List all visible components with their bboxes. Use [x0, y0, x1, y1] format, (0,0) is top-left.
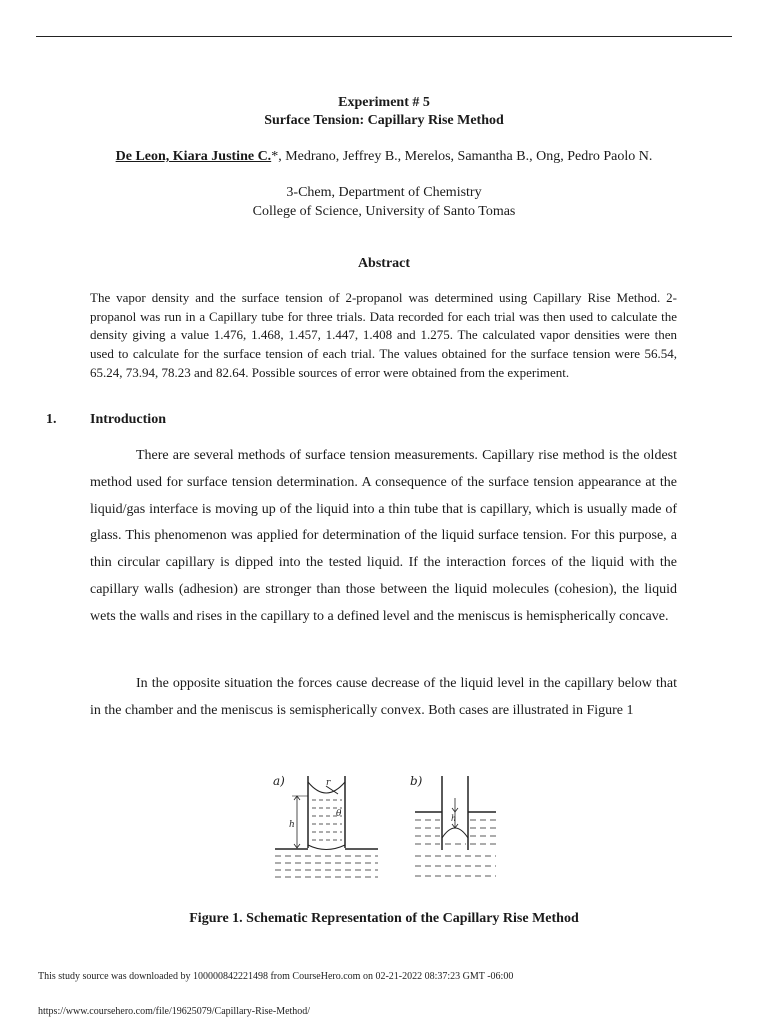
figure-label-h: h: [289, 820, 295, 830]
intro-paragraph-2: In the opposite situation the forces cause decrease of the liquid level in the capillary below that in the chamber and the meniscus is semispherically convex. Both cases are illustrated in Figure 1: [90, 676, 677, 718]
paper-title: Surface Tension: Capillary Rise Method: [264, 113, 504, 128]
affiliation-dept: 3-Chem, Department of Chemistry: [286, 185, 482, 200]
affiliation-college: College of Science, University of Santo Tomas: [252, 204, 516, 219]
figure-label-theta: θ: [336, 809, 342, 819]
figure-label-b: b): [410, 774, 423, 788]
section-number: 1.: [46, 412, 57, 427]
section-title: Introduction: [90, 412, 166, 427]
top-rule: [36, 36, 732, 37]
abstract-text: The vapor density and the surface tension of 2-propanol was determined using Capillary Rise Method. 2-propanol was run in a Capillary tube for three trials. Data recorded for each trial was then used to calculate the density giving a value 1.476, 1.468, 1.457, 1.447, 1.408 and 1.275. The calculated vapor densities were then used to calculate for the surface tension of each trial. The values obtained for the surface tension were 56.54, 65.24, 73.94, 78.23 and 82.64. Possible sources of error were obtained from the experiment.: [90, 290, 677, 380]
abstract-heading: Abstract: [357, 256, 411, 271]
figure-label-h-b: h: [451, 814, 457, 823]
experiment-number: Experiment # 5: [338, 95, 430, 110]
figure-label-r: r: [326, 778, 331, 788]
section-heading-introduction: [46, 412, 166, 428]
intro-paragraph-1: There are several methods of surface tension measurements. Capillary rise method is the oldest method used for surface tension determination. A consequence of the surface tension appearance at the liquid/gas interface is moving up of the liquid into a thin tube that is capillary, which is usually made of glass. This phenomenon was applied for determination of the liquid surface tension. For this purpose, a thin circular capillary is dipped into the tested liquid. If the interaction forces of the liquid with the capillary walls (adhesion) are stronger than those between the liquid molecules (cohesion), the liquid wets the walls and rises in the capillary to a defined level and the meniscus is hemispherically concave.: [90, 448, 677, 624]
figure-label-a: a): [273, 774, 285, 788]
source-url[interactable]: https://www.coursehero.com/file/19625079/Capillary-Rise-Method/: [38, 1006, 311, 1017]
download-note: This study source was downloaded by 100000842221498 from CourseHero.com on 02-21-2022 08:37:23 GMT -06:00: [38, 971, 514, 982]
capillary-rise-figure: [270, 770, 500, 885]
author-list: [0, 149, 768, 165]
figure-caption: Figure 1. Schematic Representation of the Capillary Rise Method: [189, 911, 579, 926]
main-author: De Leon, Kiara Justine C.: [115, 149, 272, 164]
co-authors: *, Medrano, Jeffrey B., Merelos, Samantha B., Ong, Pedro Paolo N.: [271, 149, 653, 164]
